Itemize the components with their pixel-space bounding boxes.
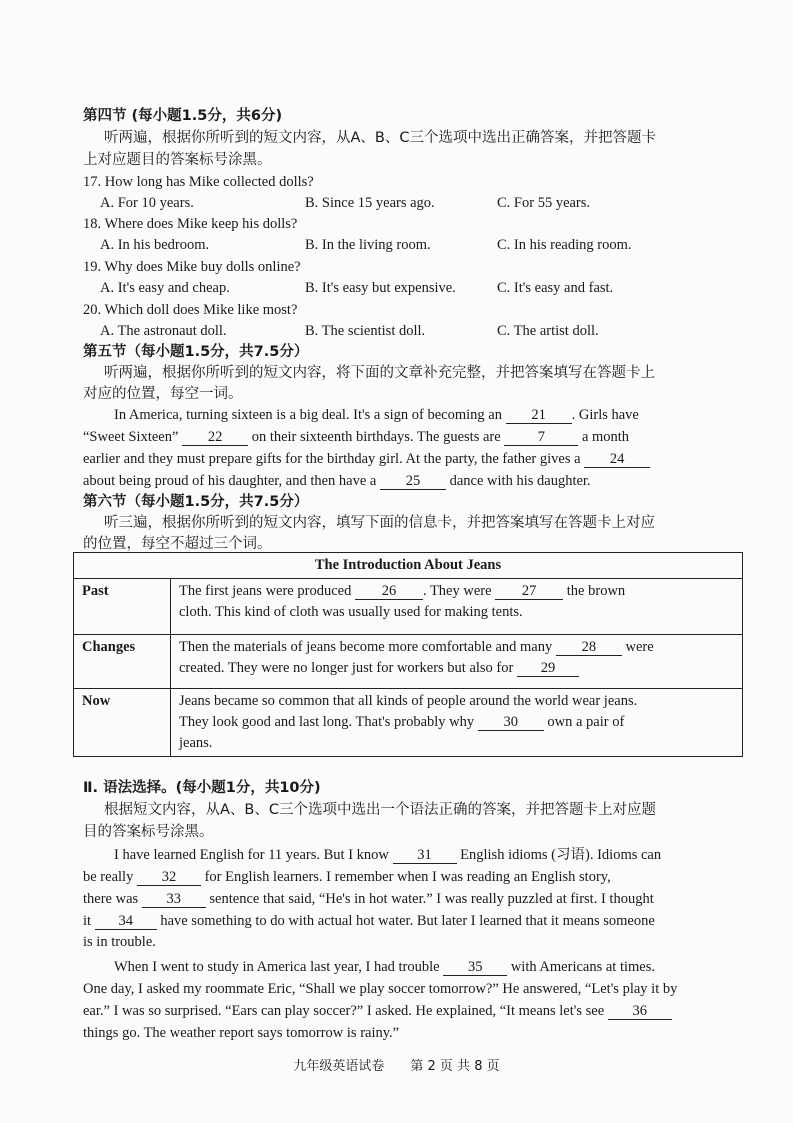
blank-34[interactable]: 34 [95, 913, 157, 930]
row-past-content: The first jeans were produced 26 . They were 27 the brown cloth. This kind of cloth was usually used for making tents. [171, 579, 743, 635]
part2-instruction-line2: 目的答案标号涂黑。 [83, 824, 214, 840]
blank-36[interactable]: 36 [608, 1003, 672, 1020]
section4-instruction-line1: 听两遍，根据你所听到的短文内容，从A、B、C三个选项中选出正确答案，并把答题卡 [104, 130, 656, 146]
row-label-past: Past [74, 579, 171, 635]
section6-instruction-line2: 的位置，每空不超过三个词。 [83, 536, 272, 552]
blank-23[interactable]: 7 [504, 429, 578, 446]
q19-option-b: B. It's easy but expensive. [305, 280, 456, 296]
q17-option-c: C. For 55 years. [497, 195, 591, 211]
blank-33[interactable]: 33 [142, 891, 206, 908]
blank-35[interactable]: 35 [443, 959, 507, 976]
grammar-line8: ear.” I was so surprised. “Ears can play soccer?” I asked. He explained, “It means let's see 36 [83, 1001, 672, 1021]
part2-heading: Ⅱ. 语法选择。(每小题1分，共10分) [83, 780, 321, 796]
q19-option-a: A. It's easy and cheap. [100, 280, 230, 296]
blank-31[interactable]: 31 [393, 847, 457, 864]
jeans-info-card [73, 552, 743, 757]
q17-option-b: B. Since 15 years ago. [305, 195, 435, 211]
row-label-changes: Changes [74, 635, 171, 689]
blank-30[interactable]: 30 [478, 714, 544, 731]
blank-27[interactable]: 27 [495, 583, 563, 600]
blank-21[interactable]: 21 [506, 407, 572, 424]
question-18: 18. Where does Mike keep his dolls? [83, 216, 298, 232]
grammar-line6: When I went to study in America last year, I had trouble 35 with Americans at times. [114, 959, 655, 975]
question-20: 20. Which doll does Mike like most? [83, 302, 298, 318]
section5-instruction-line1: 听两遍，根据你所听到的短文内容，将下面的文章补充完整，并把答案填写在答题卡上 [104, 365, 655, 381]
grammar-line7: One day, I asked my roommate Eric, “Shall we play soccer tomorrow?” He answered, “Let's play it by [83, 981, 678, 997]
blank-28[interactable]: 28 [556, 639, 622, 656]
info-card-title: The Introduction About Jeans [74, 553, 743, 579]
blank-26[interactable]: 26 [355, 583, 423, 600]
passage5-line1: In America, turning sixteen is a big deal. It's a sign of becoming an 21 . Girls have [114, 407, 639, 423]
row-changes-content: Then the materials of jeans become more comfortable and many 28 were created. They were no longer just for workers but also for 29 [171, 635, 743, 689]
passage5-line2: “Sweet Sixteen” 22 on their sixteenth birthdays. The guests are 7 a month [83, 429, 630, 445]
q20-option-c: C. The artist doll. [497, 323, 599, 339]
q19-option-c: C. It's easy and fast. [497, 280, 614, 296]
question-17: 17. How long has Mike collected dolls? [83, 174, 314, 190]
section6-instruction-line1: 听三遍，根据你所听到的短文内容，填写下面的信息卡，并把答案填写在答题卡上对应 [104, 515, 655, 531]
grammar-line3: there was 33 sentence that said, “He's in hot water.” I was really puzzled at first. I thought [83, 891, 654, 907]
section5-instruction-line2: 对应的位置，每空一词。 [83, 386, 243, 402]
passage5-line4: about being proud of his daughter, and then have a 25 dance with his daughter. [83, 473, 591, 489]
passage5-line3: earlier and they must prepare gifts for the birthday girl. At the party, the father gives a 24 [83, 449, 650, 469]
blank-24[interactable]: 24 [584, 451, 650, 468]
grammar-line4: it 34 have something to do with actual hot water. But later I learned that it means someone [83, 913, 655, 929]
section5-heading: 第五节（每小题1.5分，共7.5分） [83, 344, 309, 360]
q20-option-b: B. The scientist doll. [305, 323, 426, 339]
q17-option-a: A. For 10 years. [100, 195, 194, 211]
grammar-line1: I have learned English for 11 years. But I know 31 English idioms (习语). Idioms can [114, 847, 662, 863]
question-19: 19. Why does Mike buy dolls online? [83, 259, 301, 275]
section6-heading: 第六节（每小题1.5分，共7.5分） [83, 494, 309, 510]
blank-25[interactable]: 25 [380, 473, 446, 490]
grammar-line5: is in trouble. [83, 934, 156, 950]
row-now-content: Jeans became so common that all kinds of people around the world wear jeans. They look good and last long. That's probably why 30 own a pair of jeans. [171, 689, 743, 757]
grammar-line2: be really 32 for English learners. I remember when I was reading an English story, [83, 869, 611, 885]
blank-32[interactable]: 32 [137, 869, 201, 886]
q20-option-a: A. The astronaut doll. [100, 323, 227, 339]
part2-instruction-line1: 根据短文内容，从A、B、C三个选项中选出一个语法正确的答案，并把答题卡上对应题 [104, 802, 656, 818]
q18-option-b: B. In the living room. [305, 237, 431, 253]
blank-29[interactable]: 29 [517, 660, 579, 677]
q18-option-c: C. In his reading room. [497, 237, 632, 253]
row-label-now: Now [74, 689, 171, 757]
q18-option-a: A. In his bedroom. [100, 237, 210, 253]
section4-heading: 第四节 (每小题1.5分，共6分) [83, 108, 283, 124]
section4-instruction-line2: 上对应题目的答案标号涂黑。 [83, 152, 272, 168]
grammar-line9: things go. The weather report says tomorrow is rainy.” [83, 1025, 400, 1041]
blank-22[interactable]: 22 [182, 429, 248, 446]
page-footer: 九年级英语试卷 第 2 页 共 8 页 [293, 1059, 500, 1074]
